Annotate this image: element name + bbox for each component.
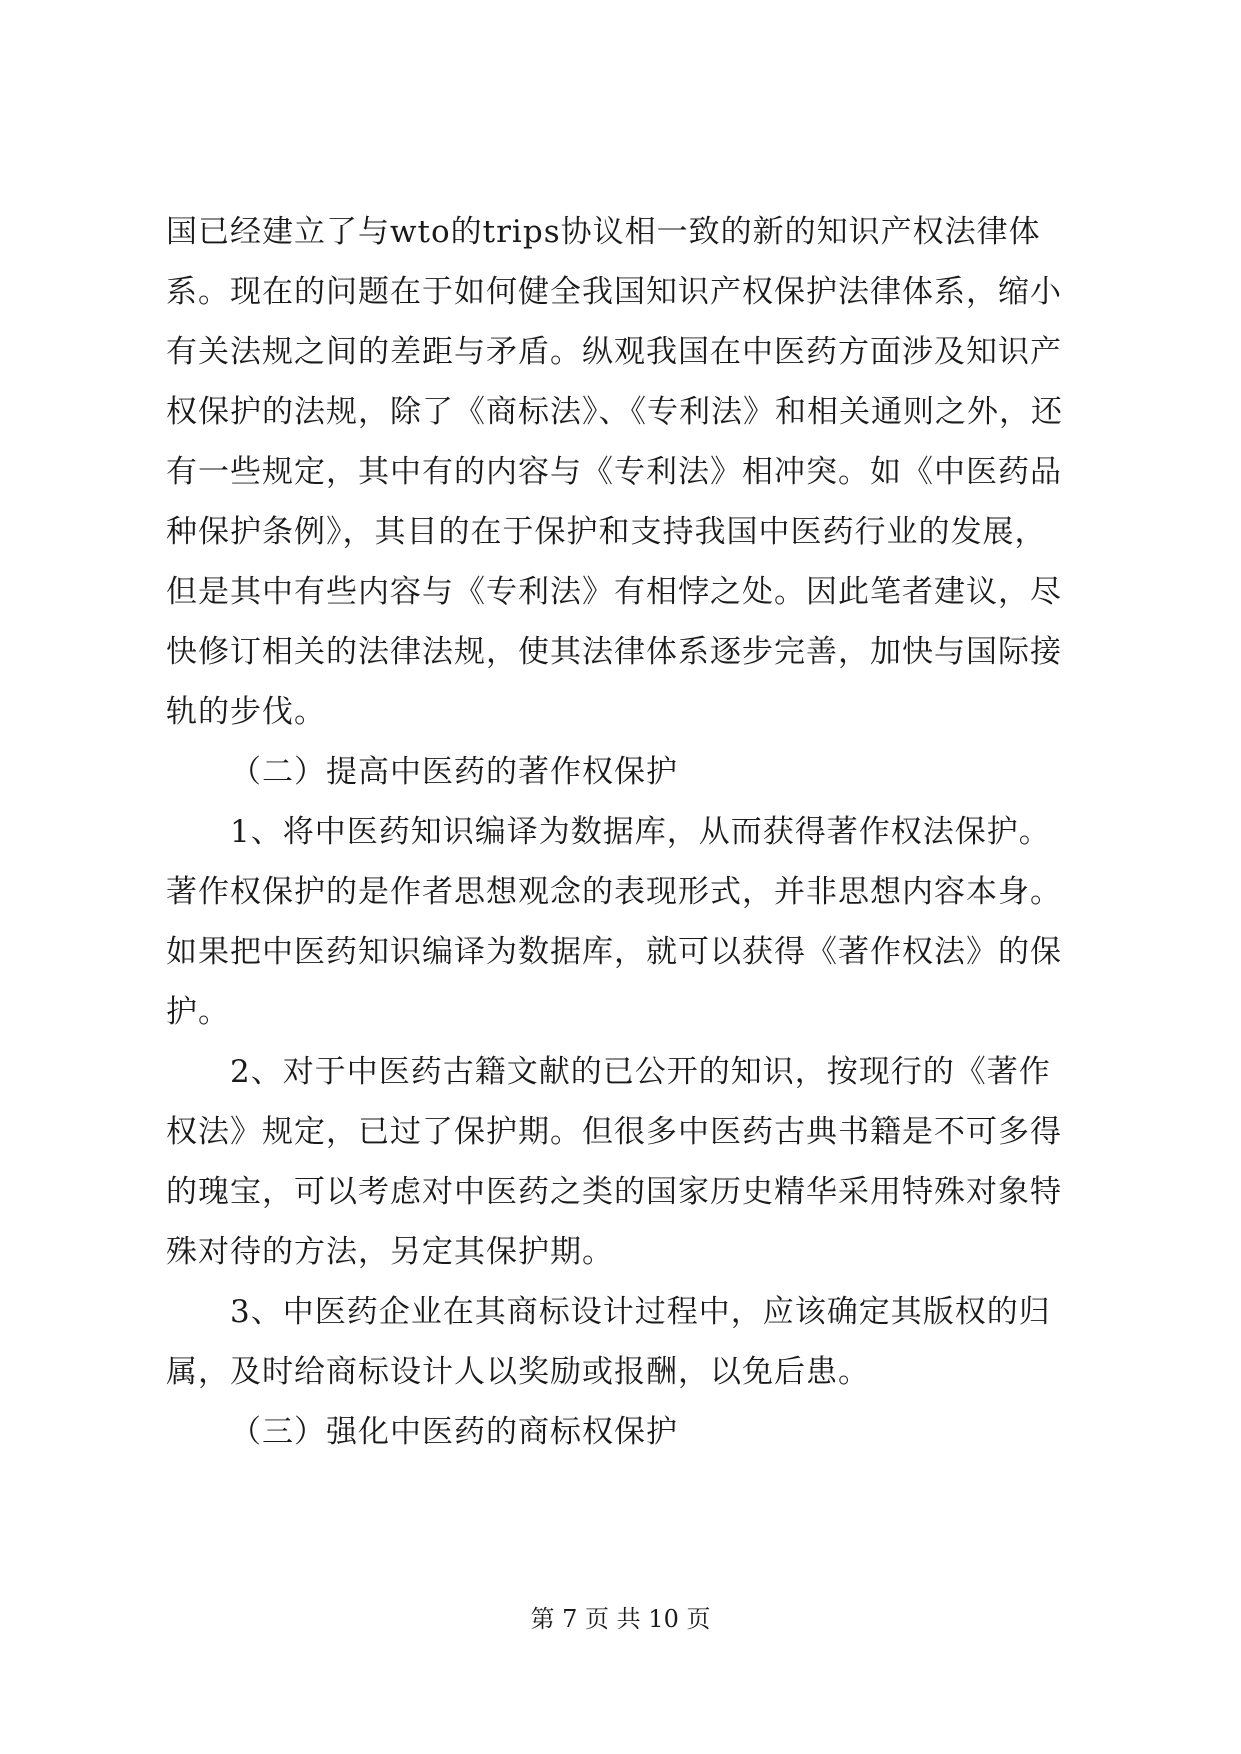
body-text-line: 有关法规之间的差距与矛盾。纵观我国在中医药方面涉及知识产 xyxy=(166,334,1062,370)
body-text-line: 国已经建立了与wto的trips协议相一致的新的知识产权法律体 xyxy=(166,214,1041,250)
body-text-line: 属，及时给商标设计人以奖励或报酬，以免后患。 xyxy=(166,1354,870,1390)
body-text-line: 护。 xyxy=(166,994,230,1030)
section-heading: （三）强化中医药的商标权保护 xyxy=(230,1414,678,1450)
body-text-line: 有一些规定，其中有的内容与《专利法》相冲突。如《中医药品 xyxy=(166,454,1062,490)
body-text-line: 种保护条例》，其目的在于保护和支持我国中医药行业的发展， xyxy=(166,514,1047,550)
section-heading: （二）提高中医药的著作权保护 xyxy=(230,754,678,790)
body-text-line: 轨的步伐。 xyxy=(166,694,326,730)
body-text-line: 1、将中医药知识编译为数据库，从而获得著作权法保护。 xyxy=(230,814,1051,850)
body-text-line: 快修订相关的法律法规，使其法律体系逐步完善，加快与国际接 xyxy=(166,634,1062,670)
body-text-line: 著作权保护的是作者思想观念的表现形式，并非思想内容本身。 xyxy=(166,874,1062,910)
body-text-line: 殊对待的方法，另定其保护期。 xyxy=(166,1234,614,1270)
body-text-line: 3、中医药企业在其商标设计过程中，应该确定其版权的归 xyxy=(230,1294,1051,1330)
body-text-line: 系。现在的问题在于如何健全我国知识产权保护法律体系，缩小 xyxy=(166,274,1062,310)
page-number-footer: 第 7 页 共 10 页 xyxy=(530,1605,711,1633)
body-text-line: 权法》规定，已过了保护期。但很多中医药古典书籍是不可多得 xyxy=(166,1114,1062,1150)
body-text-line: 但是其中有些内容与《专利法》有相悖之处。因此笔者建议，尽 xyxy=(166,574,1062,610)
body-text-line: 权保护的法规，除了《商标法》、《专利法》和相关通则之外，还 xyxy=(166,394,1063,430)
body-text-line: 2、对于中医药古籍文献的已公开的知识，按现行的《著作 xyxy=(230,1054,1051,1090)
body-text-line: 如果把中医药知识编译为数据库，就可以获得《著作权法》的保 xyxy=(166,934,1062,970)
body-text-line: 的瑰宝，可以考虑对中医药之类的国家历史精华采用特殊对象特 xyxy=(166,1174,1062,1210)
